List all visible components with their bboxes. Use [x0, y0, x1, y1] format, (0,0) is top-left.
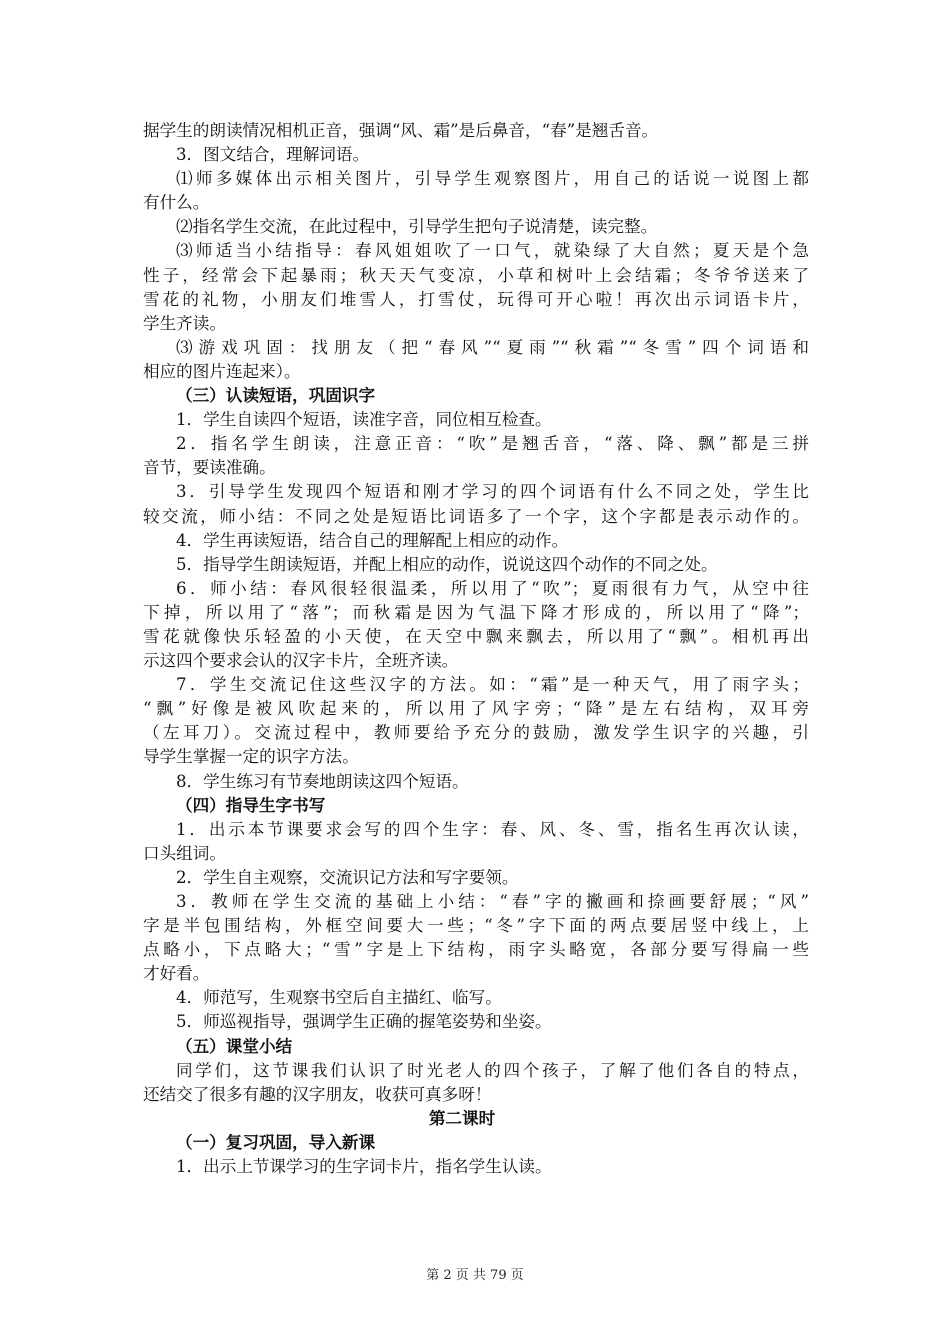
- paragraph-line: 较交流，师小结：不同之处是短语比词语多了一个字，这个字都是表示动作的。: [143, 506, 809, 526]
- list-item: 3．引导学生发现四个短语和刚才学习的四个词语有什么不同之处，学生比: [176, 482, 809, 502]
- section-heading: （三）认读短语，巩固识字: [176, 386, 376, 406]
- section-heading: （四）指导生字书写: [176, 795, 326, 815]
- paragraph-line: 同学们，这节课我们认识了时光老人的四个孩子，了解了他们各自的特点，: [176, 1060, 809, 1080]
- paragraph-line: 导学生掌握一定的识字方法。: [143, 747, 359, 767]
- list-item: 5．指导学生朗读短语，并配上相应的动作，说说这四个动作的不同之处。: [176, 554, 718, 574]
- list-item: 6．师小结：春风很轻很温柔，所以用了“吹”；夏雨很有力气，从空中往: [176, 578, 809, 598]
- paragraph-line: 还结交了很多有趣的汉字朋友，收获可真多呀！: [143, 1084, 492, 1104]
- list-item: 4．师范写，生观察书空后自主描红、临写。: [176, 988, 502, 1008]
- list-item: 3．教师在学生交流的基础上小结：“春”字的撇画和捺画要舒展；“风”: [176, 892, 809, 911]
- paragraph-line: （左耳刀）。交流过程中，教师要给予充分的鼓励，激发学生识字的兴趣，引: [143, 723, 809, 743]
- list-item: 2．学生自主观察，交流识记方法和写字要领。: [176, 867, 519, 887]
- list-item: 1．出示上节课学习的生字词卡片，指名学生认读。: [176, 1157, 552, 1177]
- section-heading: （五）课堂小结: [176, 1036, 293, 1056]
- list-item: 5．师巡视指导，强调学生正确的握笔姿势和坐姿。: [176, 1012, 552, 1032]
- lesson-title: 第二课时: [428, 1108, 496, 1128]
- section-heading: （一）复习巩固，导入新课: [176, 1132, 376, 1152]
- list-item: 4．学生再读短语，结合自己的理解配上相应的动作。: [176, 530, 569, 550]
- paragraph-line: ⑶师适当小结指导：春风姐姐吹了一口气，就染绿了大自然；夏天是个急: [176, 241, 809, 261]
- paragraph-line: 示这四个要求会认的汉字卡片，全班齐读。: [143, 651, 459, 671]
- list-item: 7．学生交流记住这些汉字的方法。如：“霜”是一种天气，用了雨字头；: [176, 675, 809, 695]
- list-item: 1．学生自读四个短语，读准字音，同位相互检查。: [176, 410, 552, 430]
- paragraph-line: 音节，要读准确。: [143, 458, 276, 478]
- paragraph-line: ⑴师多媒体出示相关图片，引导学生观察图片，用自己的话说一说图上都: [176, 169, 809, 189]
- list-item: 3．图文结合，理解词语。: [176, 145, 370, 165]
- page-footer: 第 2 页 共 79 页: [426, 1268, 524, 1283]
- paragraph-line: 点略小，下点略大；“雪”字是上下结构，雨字头略宽，各部分要写得扁一些: [143, 940, 809, 960]
- document-body: [143, 119, 809, 1179]
- paragraph-line: 口头组词。: [143, 843, 226, 863]
- list-item: 8．学生练习有节奏地朗读这四个短语。: [176, 771, 469, 791]
- paragraph-line: ⑵指名学生交流，在此过程中，引导学生把句子说清楚，读完整。: [176, 217, 658, 237]
- list-item: 2．指名学生朗读，注意正音：“吹”是翘舌音，“落、降、飘”都是三拼: [176, 434, 809, 454]
- paragraph-line: 雪花的礼物，小朋友们堆雪人，打雪仗，玩得可开心啦！再次出示词语卡片，: [143, 289, 809, 309]
- paragraph-line: 有什么。: [143, 193, 210, 213]
- paragraph-line: “飘”好像是被风吹起来的，所以用了风字旁；“降”是左右结构，双耳旁: [143, 699, 809, 719]
- paragraph-line: 学生齐读。: [143, 313, 226, 333]
- paragraph-line: 才好看。: [143, 964, 210, 984]
- paragraph-line: 下掉，所以用了“落”；而秋霜是因为气温下降才形成的，所以用了“降”；: [143, 602, 809, 622]
- paragraph-line: ⑶游戏巩固：找朋友（把“春风”“夏雨”“秋霜”“冬雪”四个词语和: [176, 337, 809, 357]
- paragraph-line: 据学生的朗读情况相机正音，强调“风、霜”是后鼻音，“春”是翘舌音。: [143, 121, 659, 140]
- list-item: 1．出示本节课要求会写的四个生字：春、风、冬、雪，指名生再次认读，: [176, 819, 809, 839]
- paragraph-line: 相应的图片连起来）。: [143, 361, 301, 381]
- paragraph-line: 雪花就像快乐轻盈的小天使，在天空中飘来飘去，所以用了“飘”。相机再出: [143, 626, 809, 646]
- paragraph-line: 性子，经常会下起暴雨；秋天天气变凉，小草和树叶上会结霜；冬爷爷送来了: [143, 265, 809, 285]
- paragraph-line: 字是半包围结构，外框空间要大一些；“冬”字下面的两点要居竖中线上，上: [143, 916, 809, 936]
